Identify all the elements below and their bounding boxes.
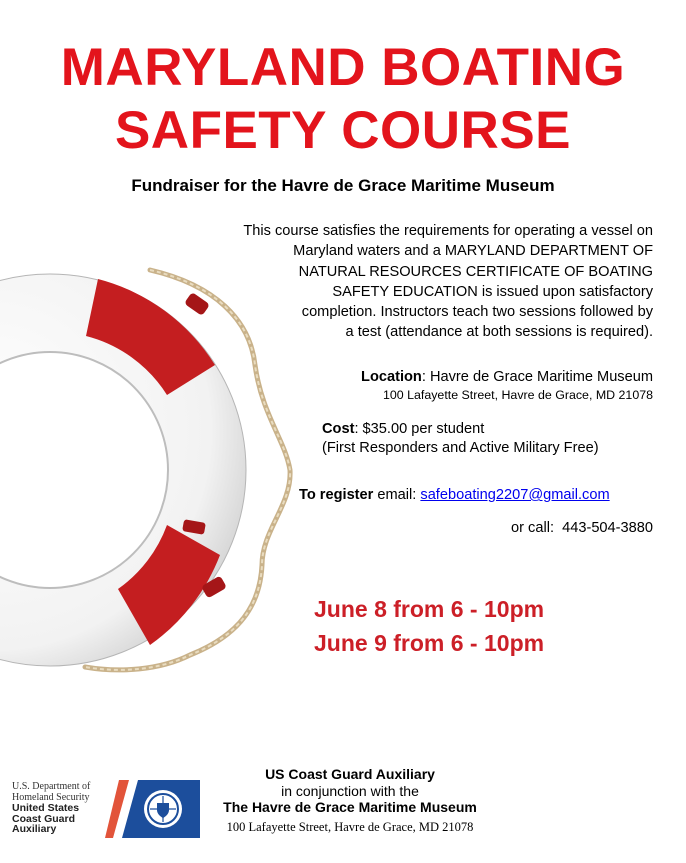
location-address: 100 Lafayette Street, Havre de Grace, MD 21078 <box>383 388 653 402</box>
session-date-1: June 8 from 6 - 10pm <box>314 596 545 622</box>
cost-price: : $35.00 per student <box>354 421 485 437</box>
email-link[interactable]: safeboating2207@gmail.com <box>420 487 610 503</box>
cg-line: United States <box>12 802 80 814</box>
footer-address: 100 Lafayette Street, Havre de Grace, MD 21078 <box>226 819 474 834</box>
title-line-2: SAFETY COURSE <box>114 101 572 160</box>
footer-conj: in conjunction with the <box>281 782 419 799</box>
subtitle: Fundraiser for the Havre de Grace Maritime Museum <box>131 176 555 195</box>
footer-block <box>200 766 500 835</box>
footer-museum: The Havre de Grace Maritime Museum <box>223 799 477 815</box>
call-line <box>511 520 653 536</box>
title-line-1: MARYLAND BOATING <box>60 38 626 97</box>
cost-note: (First Responders and Active Military Free) <box>322 440 599 456</box>
location-block <box>361 368 653 404</box>
location-name: : Havre de Grace Maritime Museum <box>421 369 653 385</box>
course-description <box>183 221 653 343</box>
cg-line: Auxiliary <box>12 823 57 835</box>
footer-org: US Coast Guard Auxiliary <box>265 766 435 782</box>
location-label: Location <box>361 369 422 385</box>
call-prefix: or call: <box>511 520 563 536</box>
cg-line: Coast Guard <box>12 812 76 825</box>
register-line <box>299 487 610 503</box>
description-line: a test (attendance at both sessions is required). <box>345 324 653 341</box>
coast-guard-emblem-icon <box>105 780 200 838</box>
dhs-line: Homeland Security <box>12 791 90 803</box>
description-line: This course satisfies the requirements for operating a vessel on <box>243 223 653 239</box>
cost-block <box>322 420 599 458</box>
phone-number: 443-504-3880 <box>562 520 653 536</box>
dhs-logo-text <box>12 782 112 835</box>
cost-label: Cost <box>322 421 355 437</box>
dhs-line: U.S. Department of <box>12 781 91 792</box>
register-email-prefix: email: <box>373 487 421 503</box>
description-line: NATURAL RESOURCES CERTIFICATE OF BOATING <box>298 263 653 280</box>
session-date-2: June 9 from 6 - 10pm <box>314 630 545 656</box>
register-label: To register <box>299 487 374 503</box>
description-line: completion. Instructors teach two sessions followed by <box>301 304 653 321</box>
description-line: Maryland waters and a MARYLAND DEPARTMENT OF <box>293 243 653 260</box>
description-line: SAFETY EDUCATION is issued upon satisfactory <box>332 283 653 300</box>
